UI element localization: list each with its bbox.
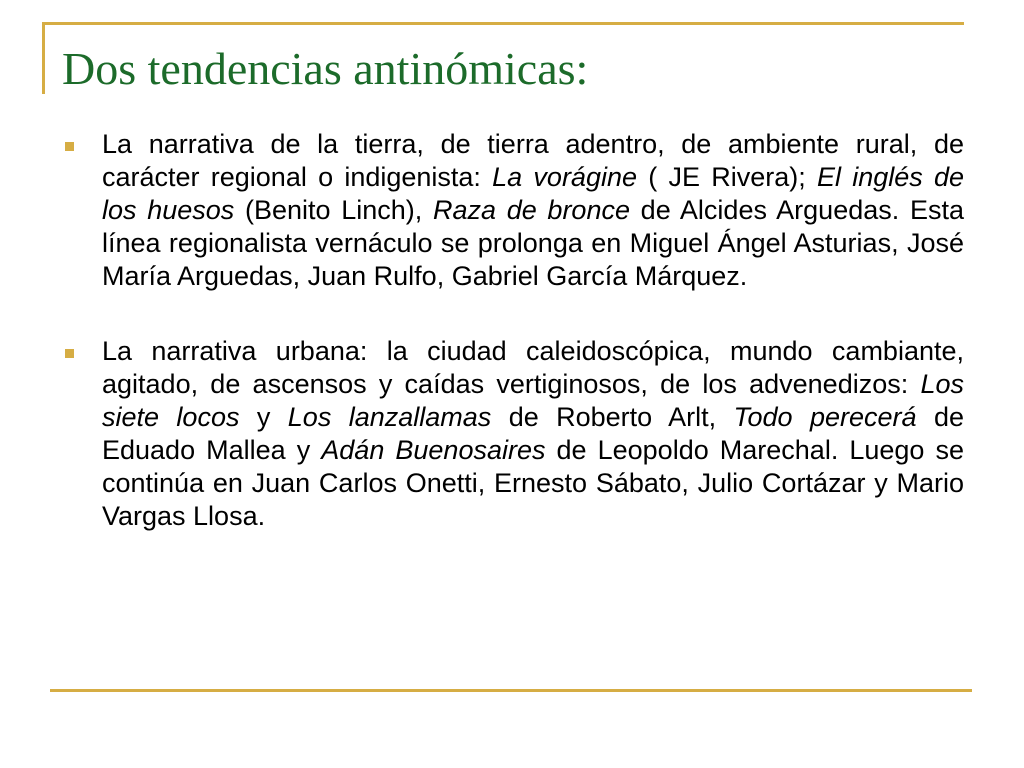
text-run: (Benito Linch), [234, 195, 433, 225]
bullet-text [102, 128, 964, 293]
work-title: Los siete locos [102, 369, 964, 432]
square-bullet-icon [65, 349, 74, 358]
work-title: Adán Buenosaires [321, 435, 546, 465]
text-run: de Roberto Arlt, [491, 402, 734, 432]
work-title: El inglés de los huesos [102, 162, 965, 225]
square-bullet-icon [65, 142, 74, 151]
work-title: Todo perecerá [733, 402, 917, 432]
frame-left-rule [42, 22, 45, 94]
text-run: de Leopoldo Marechal. Luego se continúa en Juan Carlos Onetti, Ernesto Sábato, Julio Cortázar y Mario Vargas Llosa. [102, 435, 965, 531]
work-title: La vorágine [492, 162, 637, 192]
text-run: La narrativa urbana: la ciudad caleidoscópica, mundo cambiante, agitado, de ascensos y caídas vertiginosos, de los advenedizos: [102, 336, 964, 399]
bullet-item-rural-narrative [62, 128, 964, 293]
slide-title: Dos tendencias antinómicas: [62, 43, 589, 94]
frame-bottom-rule [50, 689, 972, 692]
text-run: ( JE Rivera); [637, 162, 817, 192]
text-run: de Alcides Arguedas. Esta línea regionalista vernáculo se prolonga en Miguel Ángel Asturias, José María Arguedas, Juan Rulfo, Gabriel García Márquez. [102, 195, 964, 291]
bullet-item-urban-narrative [62, 335, 964, 533]
text-run: y [239, 402, 288, 432]
text-run: de Eduado Mallea y [102, 402, 964, 465]
text-run: La narrativa de la tierra, de tierra adentro, de ambiente rural, de carácter regional o indigenista: [102, 129, 964, 192]
work-title: Los lanzallamas [287, 402, 492, 432]
bullet-text [102, 335, 964, 533]
work-title: Raza de bronce [432, 195, 630, 225]
frame-top-rule [42, 22, 964, 25]
bullet-list [62, 128, 964, 575]
